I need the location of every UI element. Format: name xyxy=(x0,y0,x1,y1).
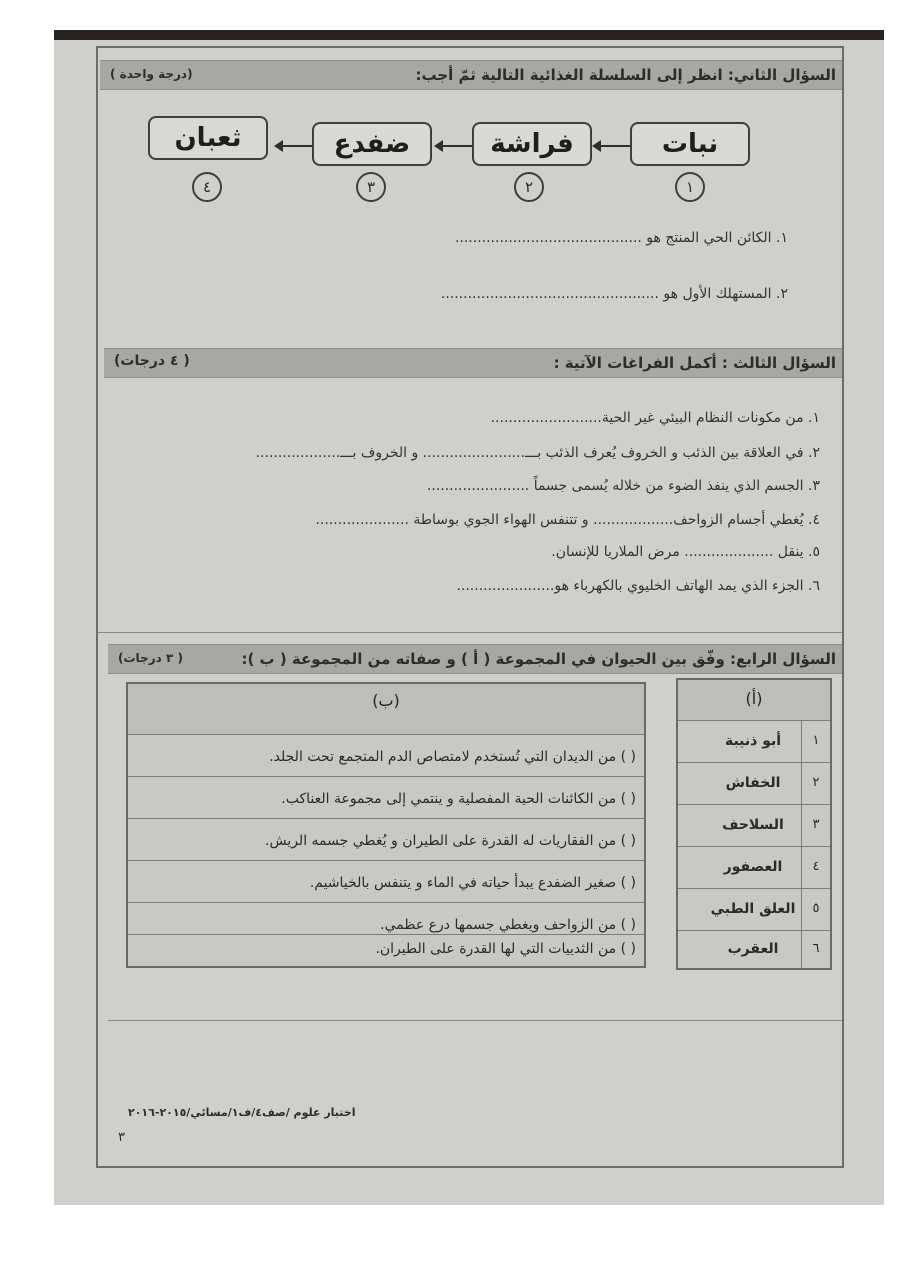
q3-item-5: ٥. ينقل .................... مرض الملاريا للإنسان. xyxy=(551,544,820,560)
q3-item-3: ٣. الجسم الذي ينفذ الضوء من خلاله يُسمى جسماً ....................... xyxy=(426,478,820,494)
group-b-text: ( ) من الثدييات التي لها القدرة على الطيران. xyxy=(375,941,636,957)
group-b-row xyxy=(128,860,644,902)
divider xyxy=(108,1020,842,1021)
chain-butterfly: فراشة xyxy=(472,122,592,166)
group-a-name: الخفاش xyxy=(725,775,781,791)
arrow-left-icon xyxy=(282,145,312,147)
chain-num-4: ٤ xyxy=(192,172,222,202)
q4-header xyxy=(108,644,842,674)
group-a-name: العقرب xyxy=(727,941,779,957)
group-a-name: العصفور xyxy=(723,859,783,875)
q4-marks: ( ٣ درجات) xyxy=(118,651,183,665)
group-a-name: السلاحف xyxy=(722,817,784,833)
group-b-header: (ب) xyxy=(128,684,644,735)
group-a-header: (أ) xyxy=(678,680,830,720)
group-b-table xyxy=(126,682,646,968)
group-a-table xyxy=(676,678,832,970)
group-b-text: ( ) من الديدان التي تُستخدم لامتصاص الدم المتجمع تحت الجلد. xyxy=(269,749,636,765)
q3-item-6: ٦. الجزء الذي يمد الهاتف الخليوي بالكهرباء هو...................... xyxy=(456,578,820,594)
group-a-num: ١ xyxy=(801,721,830,762)
group-b-row xyxy=(128,734,644,776)
group-a-row xyxy=(678,930,830,968)
group-a-num: ٣ xyxy=(801,805,830,846)
group-a-row xyxy=(678,804,830,846)
arrow-left-icon xyxy=(442,145,472,147)
group-b-row xyxy=(128,776,644,818)
q3-header xyxy=(104,348,842,378)
group-a-name: العلق الطبي xyxy=(710,901,796,917)
q3-marks: ( ٤ درجات) xyxy=(114,353,190,369)
chain-num-2: ٢ xyxy=(514,172,544,202)
group-a-row xyxy=(678,762,830,804)
group-b-row xyxy=(128,818,644,860)
group-a-num: ٦ xyxy=(801,931,830,968)
group-a-num: ٤ xyxy=(801,847,830,888)
group-b-text: ( ) صغير الضفدع يبدأ حياته في الماء و يتنفس بالخياشيم. xyxy=(309,875,636,891)
divider xyxy=(98,632,842,633)
group-b-text: ( ) من الزواحف ويغطي جسمها درع عظمي. xyxy=(380,917,636,933)
arrow-left-icon xyxy=(600,145,630,147)
footer-text: اختبار علوم /صف٤/ف١/مسائي/٢٠١٥-٢٠١٦ xyxy=(128,1106,356,1119)
page-frame xyxy=(96,46,844,1168)
chain-num-3: ٣ xyxy=(356,172,386,202)
chain-plant: نبات xyxy=(630,122,750,166)
group-b-text: ( ) من الفقاريات له القدرة على الطيران و يُغطي جسمه الريش. xyxy=(265,833,636,849)
chain-frog: ضفدع xyxy=(312,122,432,166)
q3-item-4: ٤. يُغطي أجسام الزواحف.................. و تتنفس الهواء الجوي بوساطة ..................... xyxy=(315,512,820,528)
chain-num-1: ١ xyxy=(675,172,705,202)
group-a-name: أبو ذنيبة xyxy=(724,733,782,749)
group-a-num: ٥ xyxy=(801,889,830,930)
q3-item-1: ١. من مكونات النظام البيئي غير الحية......................... xyxy=(490,410,820,426)
group-b-row xyxy=(128,934,644,976)
group-a-row xyxy=(678,720,830,762)
group-a-row xyxy=(678,846,830,888)
group-a-num: ٢ xyxy=(801,763,830,804)
page-number: ٣ xyxy=(118,1130,125,1145)
q3-item-2: ٢. في العلاقة بين الذئب و الخروف يُعرف الذئب بـــ....................... و الخروف بـــ................... xyxy=(255,445,820,461)
q2-marks: (درجة واحدة ) xyxy=(110,67,193,81)
group-a-row xyxy=(678,888,830,930)
q2-item-1: ١. الكائن الحي المنتج هو .......................................... xyxy=(454,230,788,246)
q2-header xyxy=(100,60,842,90)
group-b-text: ( ) من الكائنات الحية المفصلية و ينتمي إلى مجموعة العناكب. xyxy=(281,791,636,807)
chain-snake: ثعبان xyxy=(148,116,268,160)
q2-title: السؤال الثاني: انظر إلى السلسلة الغذائية التالية ثمّ أجب: xyxy=(415,66,836,84)
q4-title: السؤال الرابع: وفّق بين الحيوان في المجموعة ( أ ) و صفاته من المجموعة ( ب ): xyxy=(241,650,836,668)
q2-item-2: ٢. المستهلك الأول هو ................................................. xyxy=(440,286,788,302)
q3-title: السؤال الثالث : أكمل الفراغات الآتية : xyxy=(553,354,836,372)
